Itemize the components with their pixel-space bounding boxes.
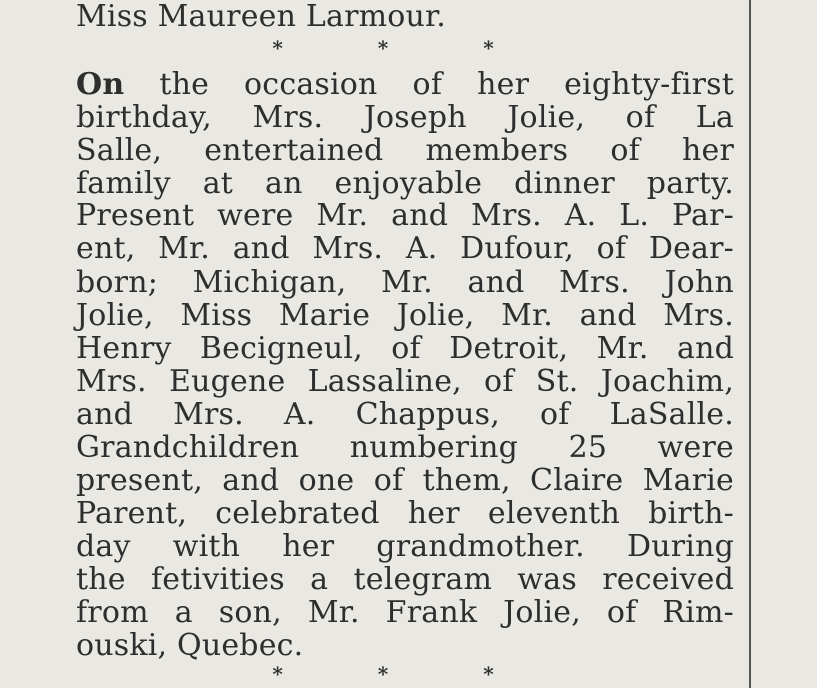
article-line: from a son, Mr. Frank Jolie, of Rim-: [76, 595, 734, 630]
article-line: Present were Mr. and Mrs. A. L. Par-: [76, 198, 734, 233]
section-divider-bottom: * * *: [272, 662, 538, 686]
article-line: Mrs. Eugene Lassaline, of St. Joachim,: [76, 364, 734, 399]
article-line: Grandchildren numbering 25 were: [76, 430, 734, 465]
article-line: Parent, celebrated her eleventh birth-: [76, 496, 734, 531]
previous-item-line: Miss Maureen Larmour.: [76, 0, 447, 34]
lead-word: On: [76, 67, 125, 102]
article-line: born; Michigan, Mr. and Mrs. John: [76, 265, 734, 300]
article-line: and Mrs. A. Chappus, of LaSalle.: [76, 397, 734, 432]
article-line: family at an enjoyable dinner party.: [76, 166, 734, 201]
article-line: day with her grandmother. During: [76, 529, 734, 564]
article-line: present, and one of them, Claire Marie: [76, 463, 734, 498]
column-rule: [749, 0, 751, 688]
article-line: Henry Becigneul, of Detroit, Mr. and: [76, 331, 734, 366]
article-line: On the occasion of her eighty-first: [76, 67, 734, 102]
article-line: Jolie, Miss Marie Jolie, Mr. and Mrs.: [76, 298, 734, 333]
section-divider-top: * * *: [272, 36, 538, 60]
article-line: birthday, Mrs. Joseph Jolie, of La: [76, 100, 734, 135]
article-line: ent, Mr. and Mrs. A. Dufour, of Dear-: [76, 231, 734, 266]
article-line: the fetivities a telegram was received: [76, 562, 734, 597]
article-line: Salle, entertained members of her: [76, 133, 734, 168]
article-line: ouski, Quebec.: [76, 628, 304, 663]
